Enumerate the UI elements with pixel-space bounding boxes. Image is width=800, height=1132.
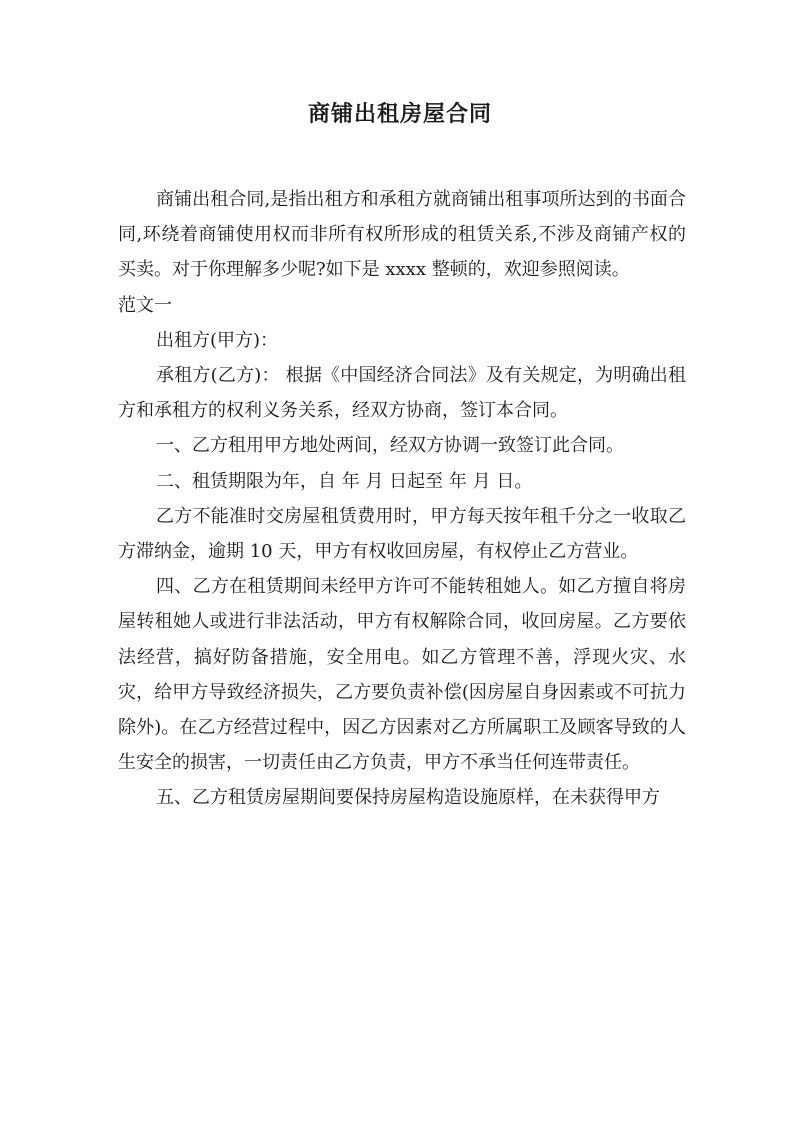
paragraph-intro: 商铺出租合同,是指出租方和承租方就商铺出租事项所达到的书面合同,环绕着商铺使用权而非所有权所形成的租赁关系,不涉及商铺产权的买卖。对于你理解多少呢?如下是 xxxx 整顿的，欢迎参照阅读。 [118,189,686,281]
paragraph-clause-1: 一、乙方租用甲方地处两间，经双方协调一致签订此合同。 [156,435,624,457]
document-title: 商铺出租房屋合同 [307,101,492,127]
paragraph-late-fee: 乙方不能准时交房屋租赁费用时，甲方每天按年租千分之一收取乙方滞纳金，逾期 10 天，甲方有权收回房屋，有权停止乙方营业。 [118,505,686,563]
paragraph-lessee: 承租方(乙方)： 根据《中国经济合同法》及有关规定，为明确出租方和承租方的权利义务关系，经双方协商，签订本合同。 [118,365,686,422]
paragraph-clause-5: 五、乙方租赁房屋期间要保持房屋构造设施原样，在未获得甲方 [156,787,660,809]
paragraph-clause-4: 四、乙方在租赁期间未经甲方许可不能转租她人。如乙方擅自将房屋转租她人或进行非法活动，甲方有权解除合同，收回房屋。乙方要依法经营，搞好防备措施，安全用电。如乙方管理不善，浮现火灾、水灾，给甲方导致经济损失，乙方要负责补偿(因房屋自身因素或不可抗力除外)。在乙方经营过程中，因乙方因素对乙方所属职工及顾客导致的人生安全的损害，一切责任由乙方负责，甲方不承当任何连带责任。 [118,576,686,774]
document-body [118,182,686,816]
paragraph-lessor: 出租方(甲方)： [156,329,279,351]
paragraph-clause-2: 二、租赁期限为年，自 年 月 日起至 年 月 日。 [156,470,533,492]
paragraph-sample-heading: 范文一 [118,294,172,316]
